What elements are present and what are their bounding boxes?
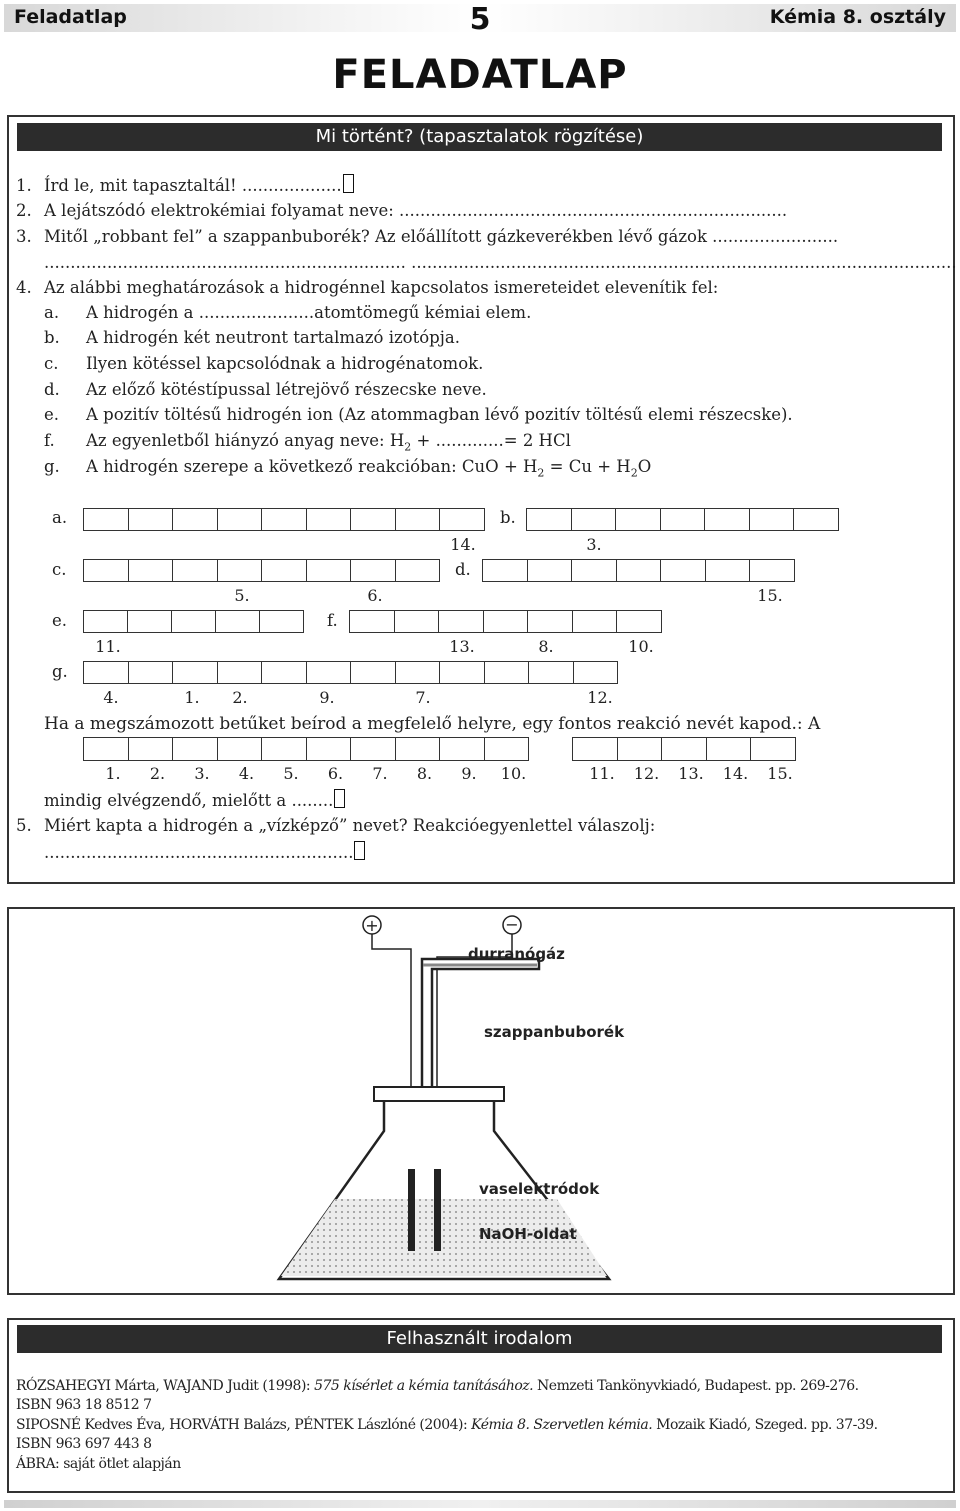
crossword-cell[interactable] [215, 610, 260, 633]
grid-label-e: e. [52, 611, 68, 630]
reference-1: RÓZSAHEGYI Márta, WAJAND Judit (1998): 575 kísérlet a kémia tanításához. Nemzeti Tankönyvkiadó, Budapest. pp. 269-276. [16, 1378, 859, 1394]
crossword-cell[interactable] [528, 661, 574, 684]
grid-label-f: f. [327, 611, 338, 630]
crossword-cell[interactable] [705, 559, 751, 582]
crossword-cell[interactable] [616, 610, 662, 633]
question-5-line: ........................................................... [44, 841, 365, 864]
question-4: 4. Az alábbi meghatározások a hidrogénnel kapcsolatos ismereteidet elevenítik fel: [16, 278, 719, 297]
plus-sign: + [365, 916, 379, 935]
grid-number: 1. [184, 688, 200, 707]
crossword-cell[interactable] [350, 508, 396, 531]
answer-number: 4. [238, 764, 255, 783]
result-text: Ha a megszámozott betűket beírod a megfelelő helyre, egy fontos reakció nevét kapod.: A [44, 714, 821, 734]
crossword-cell[interactable] [749, 508, 795, 531]
question-3-line: ..................................................................... ........................................................................................................ [44, 253, 957, 272]
crossword-cell[interactable] [793, 508, 839, 531]
references-bar: Felhasznált irodalom [17, 1325, 942, 1353]
subitem-b: b. A hidrogén két neutront tartalmazó izotópja. [44, 328, 460, 347]
crossword-cell[interactable] [261, 559, 307, 582]
grid-number: 13. [449, 637, 475, 656]
crossword-cell[interactable] [482, 559, 528, 582]
crossword-cell[interactable] [527, 559, 573, 582]
grid-number: 14. [450, 535, 476, 554]
crossword-cell[interactable] [395, 508, 441, 531]
section-bar: Mi történt? (tapasztalatok rögzítése) [17, 123, 942, 151]
answer-number: 1. [105, 764, 121, 783]
answer-number: 9. [461, 764, 477, 783]
crossword-cell[interactable] [172, 661, 218, 684]
crossword-cell[interactable] [749, 559, 795, 582]
question-2: 2. A lejátszódó elektrokémiai folyamat neve: .......................................................................... [16, 201, 788, 220]
electrolysis-figure [9, 909, 949, 1289]
electrode-right [434, 1169, 441, 1251]
crossword-cell[interactable] [128, 508, 174, 531]
label-vaselektrodok: vaselektródok [479, 1180, 600, 1198]
crossword-cell[interactable] [128, 559, 174, 582]
crossword-cell[interactable] [350, 661, 396, 684]
grid-label-c: c. [52, 560, 67, 579]
crossword-cell[interactable] [439, 508, 485, 531]
page-title: FELADATLAP [332, 52, 628, 98]
answer-number: 3. [194, 764, 210, 783]
crossword-cell[interactable] [394, 610, 440, 633]
header-right: Kémia 8. osztály [769, 6, 946, 28]
crossword-cell[interactable] [217, 661, 263, 684]
crossword-cell[interactable] [83, 661, 129, 684]
reference-2: SIPOSNÉ Kedves Éva, HORVÁTH Balázs, PÉNTEK Lászlóné (2004): Kémia 8. Szervetlen kémia. Mozaik Kiadó, Szeged. pp. 37-39. [16, 1417, 878, 1433]
crossword-cell[interactable] [572, 610, 618, 633]
answer-number: 6. [327, 764, 344, 783]
answer-number: 10. [500, 764, 527, 783]
crossword-cell[interactable] [616, 559, 662, 582]
reference-3: ÁBRA: saját ötlet alapján [16, 1456, 181, 1472]
crossword-cell[interactable] [83, 508, 129, 531]
crossword-cell[interactable] [350, 559, 396, 582]
question-3: 3. Mitől „robbant fel” a szappanbuborék? Az előállított gázkeverékben lévő gázok ........................ [16, 227, 839, 246]
crossword-cell[interactable] [573, 661, 619, 684]
crossword-cell[interactable] [306, 661, 352, 684]
wire-plus [372, 934, 411, 1094]
label-naoh-oldat: NaOH-oldat [479, 1225, 577, 1243]
crossword-cell[interactable] [483, 610, 529, 633]
crossword-cell[interactable] [571, 559, 617, 582]
grid-number: 2. [232, 688, 248, 707]
crossword-cell[interactable] [83, 610, 128, 633]
answer-cell[interactable] [572, 737, 618, 761]
crossword-cell[interactable] [484, 661, 530, 684]
grid-number: 8. [538, 637, 554, 656]
answer-number: 2. [149, 764, 166, 783]
answer-cell[interactable] [395, 737, 441, 761]
crossword-cell[interactable] [571, 508, 617, 531]
crossword-cell[interactable] [526, 508, 572, 531]
grid-number: 12. [587, 688, 613, 707]
crossword-cell[interactable] [83, 559, 129, 582]
grid-label-a: a. [52, 508, 68, 527]
grid-number: 3. [586, 535, 602, 554]
subitem-a: a. A hidrogén a ......................atomtömegű kémiai elem. [44, 303, 532, 322]
grid-number: 9. [319, 688, 335, 707]
answer-cell[interactable] [706, 737, 752, 761]
grid-label-g: g. [52, 662, 68, 681]
answer-cell[interactable] [439, 737, 485, 761]
cursor-icon [334, 789, 345, 808]
answer-cell[interactable] [484, 737, 530, 761]
answer-number: 13. [678, 764, 704, 783]
grid-number: 6. [367, 586, 383, 605]
crossword-cell[interactable] [306, 508, 352, 531]
reference-1-isbn: ISBN 963 18 8512 7 [16, 1397, 152, 1413]
result-after: mindig elvégzendő, mielőtt a ........ [44, 789, 345, 812]
label-durranogaz: durranógáz [468, 945, 565, 963]
header-left: Feladatlap [14, 6, 127, 28]
crossword-cell[interactable] [217, 508, 263, 531]
crossword-cell[interactable] [704, 508, 750, 531]
subitem-c: c. Ilyen kötéssel kapcsolódnak a hidrogénatomok. [44, 354, 484, 373]
reference-2-isbn: ISBN 963 697 443 8 [16, 1436, 152, 1452]
crossword-cell[interactable] [439, 661, 485, 684]
crossword-cell[interactable] [128, 661, 174, 684]
minus-sign: − [505, 915, 519, 934]
answer-number: 14. [722, 764, 749, 783]
crossword-cell[interactable] [395, 661, 441, 684]
crossword-cell[interactable] [261, 508, 307, 531]
grid-number: 4. [103, 688, 119, 707]
crossword-cell[interactable] [172, 559, 218, 582]
subitem-g: g. A hidrogén szerepe a következő reakcióban: CuO + $H_2 = Cu + H_2O$ [44, 457, 652, 480]
answer-cell[interactable] [261, 737, 307, 761]
answer-cell[interactable] [83, 737, 129, 761]
cursor-icon [354, 841, 365, 860]
answer-number: 8. [416, 764, 433, 783]
grid-number: 10. [628, 637, 654, 656]
crossword-cell[interactable] [660, 508, 706, 531]
crossword-cell[interactable] [127, 610, 172, 633]
crossword-cell[interactable] [438, 610, 484, 633]
question-1: 1. Írd le, mit tapasztaltál! ................... [16, 174, 354, 197]
answer-cell[interactable] [217, 737, 263, 761]
answer-cell[interactable] [350, 737, 396, 761]
answer-cell[interactable] [172, 737, 218, 761]
answer-cell[interactable] [617, 737, 663, 761]
subitem-f: f. Az egyenletből hiányzó anyag neve: $H_2$ + .............= 2 HCl [44, 431, 571, 454]
crossword-cell[interactable] [660, 559, 706, 582]
answer-number: 11. [589, 764, 615, 783]
subitem-d: d. Az előző kötéstípussal létrejövő részecske neve. [44, 380, 487, 399]
crossword-cell[interactable] [172, 508, 218, 531]
crossword-cell[interactable] [306, 559, 352, 582]
crossword-cell[interactable] [171, 610, 216, 633]
grid-number: 7. [415, 688, 431, 707]
crossword-cell[interactable] [615, 508, 661, 531]
crossword-cell[interactable] [527, 610, 573, 633]
crossword-cell[interactable] [259, 610, 304, 633]
answer-number: 12. [633, 764, 660, 783]
question-5: 5. Miért kapta a hidrogén a „vízképző” nevet? Reakcióegyenlettel válaszolj: [16, 816, 656, 835]
answer-cell[interactable] [306, 737, 352, 761]
grid-number: 15. [757, 586, 783, 605]
answer-cell[interactable] [128, 737, 174, 761]
label-szappanbuborek: szappanbuborék [484, 1023, 625, 1041]
grid-number: 11. [95, 637, 121, 656]
answer-cell[interactable] [750, 737, 796, 761]
grid-number: 5. [234, 586, 250, 605]
subitem-e: e. A pozitív töltésű hidrogén ion (Az atommagban lévő pozitív töltésű elemi részecske). [44, 405, 793, 424]
grid-label-b: b. [500, 508, 516, 527]
page-number: 5 [469, 2, 491, 37]
electrode-left [408, 1169, 415, 1251]
crossword-cell[interactable] [261, 661, 307, 684]
footer-bar [4, 1500, 956, 1508]
answer-cell[interactable] [661, 737, 707, 761]
answer-number: 15. [767, 764, 793, 783]
answer-number: 5. [283, 764, 299, 783]
crossword-cell[interactable] [349, 610, 395, 633]
crossword-cell[interactable] [395, 559, 441, 582]
crossword-cell[interactable] [217, 559, 263, 582]
answer-number: 7. [372, 764, 388, 783]
grid-label-d: d. [455, 560, 471, 579]
stopper [374, 1087, 504, 1101]
